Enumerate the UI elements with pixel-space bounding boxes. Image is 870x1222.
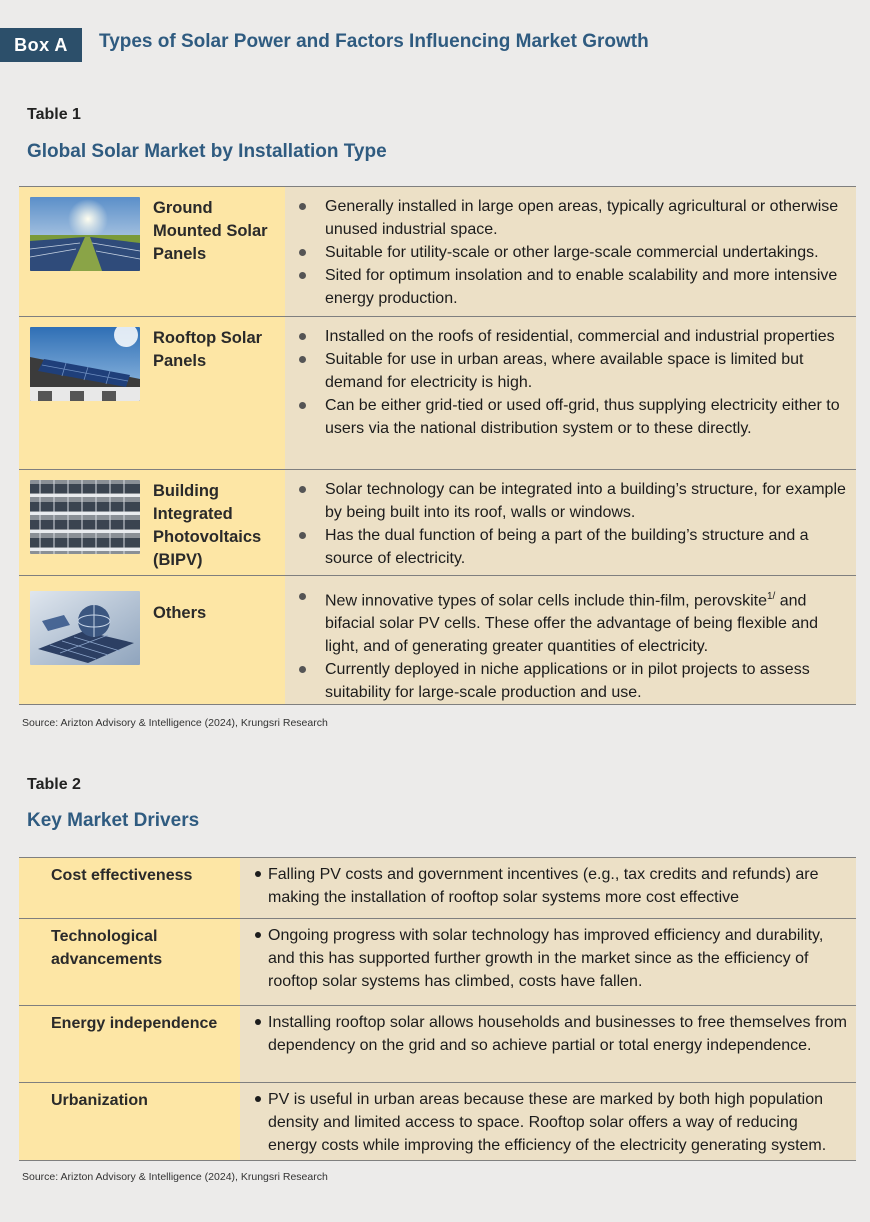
bullet-item: Has the dual function of being a part of the building’s structure and a source of electricity. bbox=[299, 524, 846, 570]
table1-source: Source: Arizton Advisory & Intelligence (2024), Krungsri Research bbox=[22, 717, 328, 729]
row-bullets-cell bbox=[285, 470, 856, 575]
market-drivers-table bbox=[19, 857, 856, 1161]
row-label-cell bbox=[19, 187, 285, 316]
bullet-item: Suitable for utility-scale or other large-scale commercial undertakings. bbox=[299, 241, 846, 264]
bullet-text: New innovative types of solar cells include thin-film, perovskite bbox=[325, 592, 767, 610]
driver-description-cell bbox=[240, 1006, 856, 1082]
driver-description-cell bbox=[240, 858, 856, 918]
table-row bbox=[19, 1083, 856, 1161]
footnote-marker: 1/ bbox=[766, 591, 776, 602]
bullet-item bbox=[299, 585, 846, 658]
row-bullets-cell bbox=[285, 317, 856, 469]
bullet-item: Installing rooftop solar allows households and businesses to free themselves from dependency on the grid and so achieve partial or total energy independence. bbox=[254, 1011, 848, 1057]
table2-label: Table 2 bbox=[27, 776, 81, 793]
table-row bbox=[19, 858, 856, 919]
table2-title: Key Market Drivers bbox=[27, 810, 200, 831]
table1-label: Table 1 bbox=[27, 106, 81, 123]
table-row bbox=[19, 470, 856, 576]
innovative-solar-cells-photo-icon bbox=[30, 591, 140, 665]
table-row bbox=[19, 919, 856, 1006]
box-title: Types of Solar Power and Factors Influencing Market Growth bbox=[99, 31, 649, 52]
row-name: Ground Mounted Solar Panels bbox=[153, 199, 268, 263]
driver-description-cell bbox=[240, 1083, 856, 1160]
driver-name: Technological advancements bbox=[19, 919, 240, 1005]
bipv-facade-photo-icon bbox=[30, 480, 140, 554]
row-label-cell bbox=[19, 576, 285, 704]
bullet-item: Installed on the roofs of residential, commercial and industrial properties bbox=[299, 325, 846, 348]
bullet-item: Suitable for use in urban areas, where available space is limited but demand for electricity is high. bbox=[299, 348, 846, 394]
table2-source: Source: Arizton Advisory & Intelligence (2024), Krungsri Research bbox=[22, 1171, 328, 1183]
table-row bbox=[19, 576, 856, 705]
row-name: Others bbox=[153, 604, 207, 622]
row-label-cell bbox=[19, 470, 285, 575]
driver-name: Energy independence bbox=[19, 1006, 240, 1082]
bullet-item: Falling PV costs and government incentives (e.g., tax credits and refunds) are making the installation of rooftop solar systems more cost effective bbox=[254, 863, 848, 909]
table-row bbox=[19, 187, 856, 317]
bullet-item: Generally installed in large open areas, typically agricultural or otherwise unused industrial space. bbox=[299, 195, 846, 241]
bullet-item: Sited for optimum insolation and to enable scalability and more intensive energy production. bbox=[299, 264, 846, 310]
box-label: Box A bbox=[0, 28, 82, 62]
row-bullets-cell bbox=[285, 187, 856, 316]
rooftop-solar-photo-icon bbox=[30, 327, 140, 401]
table1-title: Global Solar Market by Installation Type bbox=[27, 141, 387, 162]
bullet-item: Can be either grid-tied or used off-grid, thus supplying electricity either to users via the national distribution system or to these directly. bbox=[299, 394, 846, 440]
bullet-text: and bifacial solar PV cells. These offer the advantage of being flexible and light, and of generating greater quantities of electricity. bbox=[325, 592, 819, 656]
bullet-item: Solar technology can be integrated into a building’s structure, for example by being built into its roof, walls or windows. bbox=[299, 478, 846, 524]
driver-description-cell bbox=[240, 919, 856, 1005]
driver-name: Cost effectiveness bbox=[19, 858, 240, 918]
row-bullets-cell bbox=[285, 576, 856, 704]
bullet-item: Ongoing progress with solar technology has improved efficiency and durability, and this has supported further growth in the market since as the efficiency of rooftop solar systems has climbed, costs have fallen. bbox=[254, 924, 848, 993]
table-row bbox=[19, 317, 856, 470]
installation-type-table bbox=[19, 186, 856, 705]
solar-field-photo-icon bbox=[30, 197, 140, 271]
driver-name: Urbanization bbox=[19, 1083, 240, 1160]
row-label-cell bbox=[19, 317, 285, 469]
table-row bbox=[19, 1006, 856, 1083]
row-name: Rooftop Solar Panels bbox=[153, 329, 263, 370]
bullet-item: PV is useful in urban areas because these are marked by both high population density and limited access to space. Rooftop solar offers a way of reducing energy costs while improving the efficiency of the electricity generating system. bbox=[254, 1088, 848, 1157]
bullet-item: Currently deployed in niche applications or in pilot projects to assess suitability for large-scale production and use. bbox=[299, 658, 846, 704]
row-name: Building Integrated Photovoltaics (BIPV) bbox=[153, 482, 262, 569]
